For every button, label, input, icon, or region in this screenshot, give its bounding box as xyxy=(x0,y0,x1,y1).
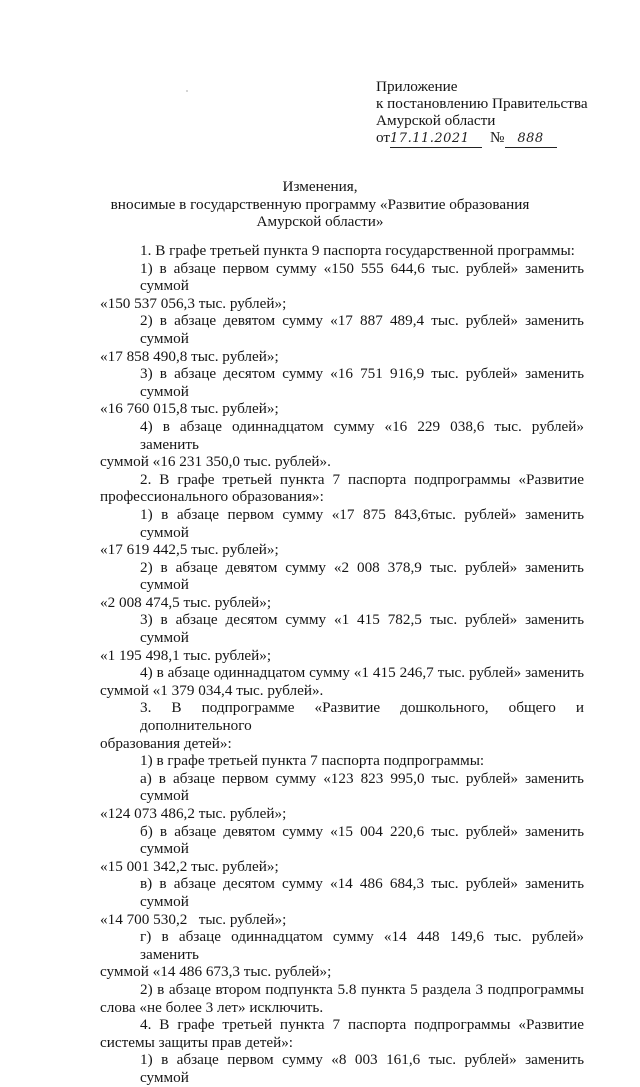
paragraph-line: 1) в абзаце первом сумму «150 555 644,6 тыс. рублей» заменить суммой xyxy=(140,259,584,295)
paragraph-line: «2 008 474,5 тыс. рублей»; xyxy=(100,593,272,611)
paragraph-line: 3) в абзаце десятом сумму «1 415 782,5 тыс. рублей» заменить суммой xyxy=(140,611,584,647)
document-title xyxy=(100,178,540,231)
paragraph-line: «150 537 056,3 тыс. рублей»; xyxy=(100,294,287,312)
title-line-2: вносимые в государственную программу «Развитие образования xyxy=(110,195,530,213)
paragraph-line: суммой «14 486 673,3 тыс. рублей»; xyxy=(100,963,332,981)
paragraph-line: г) в абзаце одиннадцатом сумму «14 448 149,6 тыс. рублей» заменить xyxy=(140,928,584,963)
number-label: № xyxy=(490,129,505,146)
title-line-3: Амурской области» xyxy=(256,213,384,230)
paragraph-line: «15 001 342,2 тыс. рублей»; xyxy=(100,857,279,875)
paragraph-line: 1) в абзаце первом сумму «8 003 161,6 тыс. рублей» заменить суммой xyxy=(140,1051,584,1086)
paragraph-line: слова «не более 3 лет» исключить. xyxy=(100,998,324,1016)
number-field xyxy=(505,129,557,148)
paragraph-line: профессионального образования»: xyxy=(100,488,324,506)
paragraph-line: 2) в абзаце втором подпункта 5.8 пункта 5 раздела 3 подпрограммы xyxy=(140,980,584,998)
handwritten-date: 17.11.2021 xyxy=(390,131,470,146)
appendix-line-1: Приложение xyxy=(376,78,458,95)
paragraph-line: б) в абзаце девятом сумму «15 004 220,6 тыс. рублей» заменить суммой xyxy=(140,822,584,858)
paragraph-line: образования детей»: xyxy=(100,734,232,752)
paragraph-line: 2) в абзаце девятом сумму «17 887 489,4 тыс. рублей» заменить суммой xyxy=(140,312,584,347)
paragraph-line: в) в абзаце десятом сумму «14 486 684,3 тыс. рублей» заменить суммой xyxy=(140,875,584,910)
paragraph-line: 2. В графе третьей пункта 7 паспорта подпрограммы «Развитие xyxy=(140,470,584,488)
date-field xyxy=(390,129,482,148)
paragraph-line: «124 073 486,2 тыс. рублей»; xyxy=(100,805,287,822)
appendix-date-number-line xyxy=(376,129,588,148)
scan-speck xyxy=(186,90,188,92)
document-body xyxy=(100,242,584,1087)
paragraph-line: 4) в абзаце одиннадцатом сумму «1 415 246,7 тыс. рублей» заменить xyxy=(140,664,584,682)
paragraph-line: 4. В графе третьей пункта 7 паспорта подпрограммы «Развитие xyxy=(140,1016,584,1034)
appendix-line-3: Амурской области xyxy=(376,112,496,129)
paragraph-line: суммой «16 231 350,0 тыс. рублей». xyxy=(100,453,331,471)
paragraph-line: 1. В графе третьей пункта 9 паспорта государственной программы: xyxy=(140,242,575,259)
title-line-1: Изменения, xyxy=(282,178,358,195)
appendix-block xyxy=(376,78,588,148)
paragraph-line: системы защиты прав детей»: xyxy=(100,1033,294,1051)
paragraph-line: «16 760 015,8 тыс. рублей»; xyxy=(100,400,279,418)
paragraph-line: «17 619 442,5 тыс. рублей»; xyxy=(100,541,279,559)
paragraph-line: 3. В подпрограмме «Развитие дошкольного, общего и дополнительного xyxy=(140,699,584,735)
paragraph-line: «1 195 498,1 тыс. рублей»; xyxy=(100,646,272,664)
appendix-line-2: к постановлению Правительства xyxy=(376,95,588,112)
paragraph-line: 2) в абзаце девятом сумму «2 008 378,9 тыс. рублей» заменить суммой xyxy=(140,558,584,594)
paragraph-line: 4) в абзаце одиннадцатом сумму «16 229 038,6 тыс. рублей» заменить xyxy=(140,417,584,453)
handwritten-number: 888 xyxy=(517,131,544,146)
paragraph-line: «17 858 490,8 тыс. рублей»; xyxy=(100,347,279,365)
paragraph-line: 3) в абзаце десятом сумму «16 751 916,9 тыс. рублей» заменить суммой xyxy=(140,365,584,400)
paragraph-line: «14 700 530,2 тыс. рублей»; xyxy=(100,910,287,928)
paragraph-line: 1) в абзаце первом сумму «17 875 843,6тыс. рублей» заменить суммой xyxy=(140,505,584,541)
paragraph-line: суммой «1 379 034,4 тыс. рублей». xyxy=(100,681,324,699)
from-label: от xyxy=(376,129,391,146)
paragraph-line: а) в абзаце первом сумму «123 823 995,0 тыс. рублей» заменить суммой xyxy=(140,769,584,805)
paragraph-line: 1) в графе третьей пункта 7 паспорта подпрограммы: xyxy=(140,752,485,770)
